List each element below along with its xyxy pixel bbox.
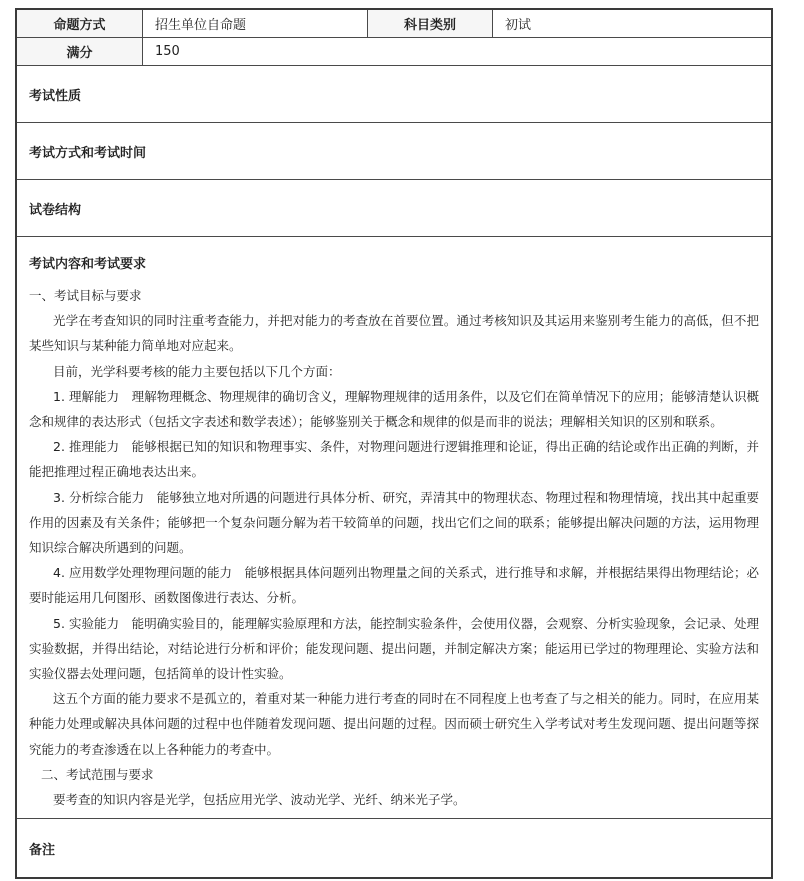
section-structure [17, 180, 771, 237]
ability-item-2: 2. 推理能力 能够根据已知的知识和物理事实、条件，对物理问题进行逻辑推理和论证，得出正确的结论或作出正确的判断，并能把推理过程正确地表达出来。 [29, 439, 759, 480]
mode-label: 命题方式 [17, 10, 142, 37]
paragraph-scope: 要考查的知识内容是光学，包括应用光学、波动光学、光纤、纳米光子学。 [53, 792, 466, 808]
mode-value: 招生单位自命题 [142, 10, 367, 37]
section-nature-title: 考试性质 [29, 88, 82, 104]
ability-item-1: 1. 理解能力 理解物理概念、物理规律的确切含义，理解物理规律的适用条件，以及它们在简单情况下的应用；能够清楚认识概念和规律的表达形式（包括文字表述和数学表述）；能够鉴别关于概念和规律的似是而非的说法；理解相关知识的区别和联系。 [29, 388, 759, 430]
paragraph-intro: 光学在考查知识的同时注重考查能力，并把对能力的考查放在首要位置。通过考核知识及其运用来鉴别考生能力的高低，但不把某些知识与某种能力简单地对应起来。 [29, 313, 759, 354]
paragraph-summary: 这五个方面的能力要求不是孤立的，着重对某一种能力进行考查的同时在不同程度上也考查了与之相关的能力。同时，在应用某种能力处理或解决具体问题的过程中也伴随着发现问题、提出问题的过程。因而硕士研究生入学考试对考生发现问题、提出问题等探究能力的考查渗透在以上各种能力的考查中。 [29, 691, 759, 757]
subject-label: 科目类别 [367, 10, 492, 37]
paragraph-abilities: 目前，光学科要考核的能力主要包括以下几个方面： [53, 363, 341, 379]
ability-item-5: 5. 实验能力 能明确实验目的，能理解实验原理和方法，能控制实验条件，会使用仪器，会观察、分析实验现象，会记录、处理实验数据，并得出结论，对结论进行分析和评价；能发现问题、提出问题，并制定解决方案；能运用已学过的物理理论、实验方法和实验仪器去处理问题，包括简单的设计性实验。 [29, 615, 759, 682]
subject-value: 初试 [492, 10, 771, 37]
score-label: 满分 [17, 38, 142, 65]
content-body [17, 237, 771, 812]
header-row-score [17, 38, 771, 66]
section-method-time [17, 123, 771, 180]
section-notes-title: 备注 [29, 842, 56, 858]
heading-goals: 一、考试目标与要求 [29, 288, 142, 303]
header-row-mode [17, 10, 771, 38]
section-structure-title: 试卷结构 [29, 202, 82, 218]
section-content [17, 237, 771, 819]
ability-item-4: 4. 应用数学处理物理问题的能力 能够根据具体问题列出物理量之间的关系式，进行推导和求解，并根据结果得出物理结论；必要时能运用几何图形、函数图像进行表达、分析。 [29, 565, 759, 606]
section-method-time-title: 考试方式和考试时间 [29, 145, 147, 161]
content-title: 考试内容和考试要求 [29, 257, 147, 272]
score-value: 150 [142, 38, 771, 65]
section-nature [17, 66, 771, 123]
section-notes [17, 819, 771, 877]
heading-scope: 二、考试范围与要求 [41, 766, 154, 782]
exam-outline-table [15, 8, 773, 879]
ability-item-3: 3. 分析综合能力 能够独立地对所遇的问题进行具体分析、研究，弄清其中的物理状态、物理过程和物理情境，找出其中起重要作用的因素及有关条件；能够把一个复杂问题分解为若干较简单的问题，找出它们之间的联系；能够提出解决问题的方法，运用物理知识综合解决所遇到的问题。 [29, 489, 759, 556]
